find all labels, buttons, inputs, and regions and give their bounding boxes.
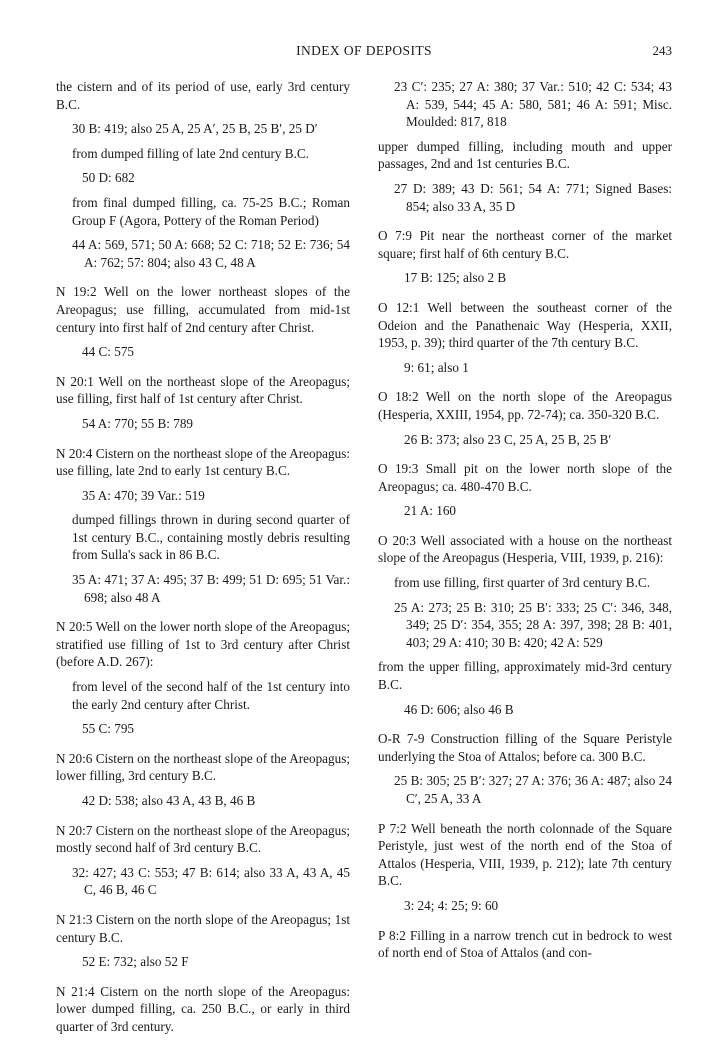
deposit-heading: O 20:3 Well associated with a house on the northeast slope of the Areopagus (Hesperia, VIII, 1939, p. 216): (378, 532, 672, 566)
deposit-heading: N 19:2 Well on the lower northeast slopes of the Areopagus; use filling, accumulated from mid-1st century into first half of 2nd century after Christ. (56, 284, 350, 335)
right-column (378, 78, 672, 969)
catalog-reference: 25 A: 273; 25 B: 310; 25 B′: 333; 25 C′: 346, 348, 349; 25 D′: 354, 355; 28 A: 397, 398; 28 B: 401, 403; 29 A: 410; 30 B: 420; 42 A: 529 (394, 599, 672, 650)
deposit-heading: N 20:4 Cistern on the northeast slope of the Areopagus: use filling, late 2nd to early 1st century B.C. (56, 445, 350, 479)
catalog-reference: 9: 61; also 1 (404, 359, 469, 375)
catalog-reference: 23 C′: 235; 27 A: 380; 37 Var.: 510; 42 C: 534; 43 A: 539, 544; 45 A: 580, 581; 46 A: 591; Misc. Moulded: 817, 818 (394, 79, 672, 130)
deposit-heading: N 21:4 Cistern on the north slope of the Areopagus: lower dumped filling, ca. 250 B.C., or early in third quarter of 3rd century. (56, 983, 350, 1034)
catalog-reference: 50 D: 682 (82, 170, 135, 186)
deposit-heading: N 20:6 Cistern on the northeast slope of the Areopagus; lower filling, 3rd century B.C. (56, 750, 350, 784)
deposit-heading: O 7:9 Pit near the northeast corner of the market square; first half of 6th century B.C. (378, 228, 672, 261)
page-number: 243 (652, 43, 672, 58)
catalog-reference: 30 B: 419; also 25 A, 25 A′, 25 B, 25 B′, 25 D′ (72, 121, 318, 137)
catalog-reference: 46 D: 606; also 46 B (404, 701, 514, 717)
deposit-subsection: from level of the second half of the 1st century into the early 2nd century after Christ. (72, 679, 350, 712)
catalog-reference: 35 A: 470; 39 Var.: 519 (82, 487, 205, 503)
catalog-reference: 54 A: 770; 55 B: 789 (82, 415, 194, 431)
left-column (56, 78, 350, 1043)
catalog-reference: 52 E: 732; also 52 F (82, 954, 189, 970)
deposit-subsection: from dumped filling of late 2nd century B.C. (72, 145, 309, 161)
deposit-heading: N 20:5 Well on the lower north slope of the Areopagus; stratified use filling of 1st to 3rd century after Christ (before A.D. 267): (56, 619, 350, 670)
deposit-heading: N 20:7 Cistern on the northeast slope of the Areopagus; mostly second half of 3rd century B.C. (56, 822, 350, 856)
catalog-reference: 35 A: 471; 37 A: 495; 37 B: 499; 51 D: 695; 51 Var.: 698; also 48 A (72, 572, 350, 605)
continued-text: the cistern and of its period of use, early 3rd century B.C. (56, 79, 350, 112)
catalog-reference: 3: 24; 4: 25; 9: 60 (404, 897, 499, 913)
catalog-reference: 26 B: 373; also 23 C, 25 A, 25 B, 25 B′ (404, 431, 612, 447)
deposit-heading: N 21:3 Cistern on the north slope of the Areopagus; 1st century B.C. (56, 911, 350, 945)
catalog-reference: 17 B: 125; also 2 B (404, 270, 507, 286)
catalog-reference: 21 A: 160 (404, 503, 457, 519)
catalog-reference: 25 B: 305; 25 B′: 327; 27 A: 376; 36 A: 487; also 24 C′, 25 A, 33 A (394, 773, 672, 806)
deposit-heading: N 20:1 Well on the northeast slope of the Areopagus; use filling, first half of 1st century after Christ. (56, 373, 350, 407)
deposit-subsection: from use filling, first quarter of 3rd century B.C. (394, 575, 650, 591)
catalog-reference: 27 D: 389; 43 D: 561; 54 A: 771; Signed Bases: 854; also 33 A, 35 D (394, 180, 672, 214)
deposit-heading: P 8:2 Filling in a narrow trench cut in bedrock to west of north end of Stoa of Attalos (and con- (378, 927, 672, 961)
catalog-reference: 44 C: 575 (82, 344, 135, 360)
deposit-subsection: upper dumped filling, including mouth and upper passages, 2nd and 1st centuries B.C. (378, 138, 672, 172)
deposit-subsection: dumped fillings thrown in during second quarter of 1st century B.C., containing mostly debris resulting from Sulla's sack in 86 B.C. (72, 512, 350, 563)
catalog-reference: 55 C: 795 (82, 721, 135, 737)
catalog-reference: 32: 427; 43 C: 553; 47 B: 614; also 33 A, 43 A, 45 C, 46 B, 46 C (72, 864, 350, 898)
page-title: INDEX OF DEPOSITS (296, 43, 432, 58)
deposit-heading: O 18:2 Well on the north slope of the Areopagus (Hesperia, XXIII, 1954, pp. 72-74); ca. 350-320 B.C. (378, 389, 672, 422)
deposit-subsection: from the upper filling, approximately mid-3rd century B.C. (378, 659, 672, 693)
deposit-heading: O 19:3 Small pit on the lower north slope of the Areopagus; ca. 480-470 B.C. (378, 461, 672, 494)
catalog-reference: 42 D: 538; also 43 A, 43 B, 46 B (82, 793, 256, 808)
deposit-heading: O 12:1 Well between the southeast corner of the Odeion and the Panathenaic Way (Hesperia, XXII, 1953, p. 39); third quarter of the 7th century B.C. (378, 299, 672, 351)
deposit-subsection: from final dumped filling, ca. 75-25 B.C.; Roman Group F (Agora, Pottery of the Roman Period) (72, 194, 350, 228)
catalog-reference: 44 A: 569, 571; 50 A: 668; 52 C: 718; 52 E: 736; 54 A: 762; 57: 804; also 43 C, 48 A (72, 237, 350, 270)
running-header (56, 42, 672, 60)
deposit-heading: O-R 7-9 Construction filling of the Square Peristyle underlying the Stoa of Attalos; before ca. 300 B.C. (378, 731, 672, 764)
deposit-heading: P 7:2 Well beneath the north colonnade of the Square Peristyle, just west of the north end of the Stoa of Attalos (Hesperia, VIII, 1939, p. 212); late 7th century B.C. (378, 820, 672, 889)
